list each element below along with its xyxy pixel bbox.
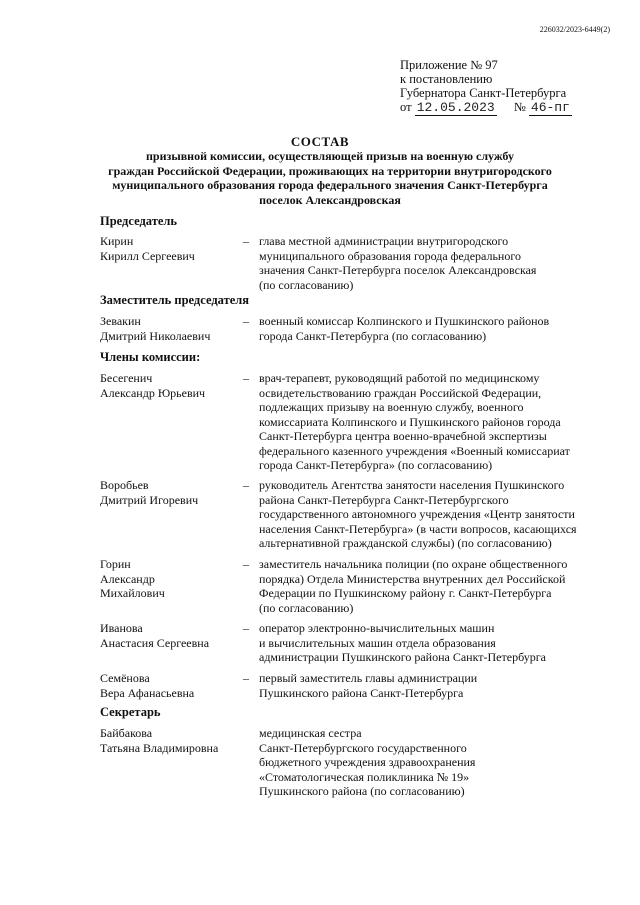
role-line: муниципального образования города федерального — [259, 248, 521, 263]
role-line: врач-терапевт, руководящий работой по медицинскому — [259, 371, 540, 385]
role-line: населения Санкт-Петербурга» (в части вопросов, касающихся — [259, 521, 577, 536]
role-line: медицинская сестра — [259, 726, 362, 740]
section-members: Члены комиссии: — [100, 350, 201, 364]
role-line: Пушкинского района Санкт-Петербурга — [259, 685, 464, 700]
role-line: государственного автономного учреждения «Центр занятости — [259, 507, 575, 521]
member-name — [100, 726, 240, 755]
member-given-name: Александр — [100, 571, 155, 586]
role-line: альтернативной гражданской службы) (по согласованию) — [259, 536, 552, 550]
role-line: «Стоматологическая поликлиника № 19» — [259, 769, 470, 784]
member-surname: Семёнова — [100, 671, 150, 685]
role-line: освидетельствованию граждан Российской Федерации, — [259, 385, 542, 400]
role-line: подлежащих призыву на военную службу, военного — [259, 400, 524, 414]
member-surname: Бесегенич — [100, 371, 153, 385]
dash: – — [243, 314, 249, 328]
member-surname: Кирин — [100, 234, 134, 248]
appendix-line: Приложение № 97 — [400, 58, 498, 72]
role-line: Санкт-Петербургского государственного — [259, 740, 467, 755]
member-role — [259, 234, 609, 292]
role-line: бюджетного учреждения здравоохранения — [259, 755, 476, 769]
document-id: 226032/2023-6449(2) — [539, 25, 610, 34]
member-given-name: Татьяна Владимировна — [100, 740, 219, 755]
member-name — [100, 557, 240, 601]
member-role — [259, 726, 609, 799]
member-given-name: Кирилл Сергеевич — [100, 248, 195, 263]
member-name — [100, 371, 240, 400]
role-line: администрации Пушкинского района Санкт-Петербурга — [259, 650, 546, 664]
member-name — [100, 671, 240, 700]
member-surname: Байбакова — [100, 726, 153, 740]
role-line: (по согласованию) — [259, 600, 354, 615]
role-line: федерального казенного учреждения «Военный комиссариат — [259, 443, 570, 458]
member-given-name: Дмитрий Игоревич — [100, 492, 199, 507]
member-surname: Горин — [100, 557, 131, 571]
appendix-date-line — [400, 100, 572, 115]
role-line: города Санкт-Петербурга» (по согласованию) — [259, 458, 493, 472]
dash: – — [243, 371, 249, 385]
dash: – — [243, 234, 249, 248]
member-given-name: Александр Юрьевич — [100, 385, 206, 400]
section-chairman: Председатель — [100, 214, 178, 228]
role-line: комиссариата Колпинского и Пушкинского районов города — [259, 414, 561, 429]
subtitle-line: муниципального образования города федерального значения Санкт-Петербурга — [112, 178, 548, 192]
subtitle-line: призывной комиссии, осуществляющей призыв на военную службу — [146, 149, 514, 163]
member-name — [100, 314, 240, 343]
role-line: порядка) Отдела Министерства внутренних дел Российской — [259, 571, 566, 586]
section-deputy: Заместитель председателя — [100, 293, 250, 307]
section-secretary: Секретарь — [100, 705, 161, 719]
prefix-number: № — [513, 100, 526, 114]
member-role — [259, 557, 609, 615]
role-line: города Санкт-Петербурга (по согласованию) — [259, 328, 487, 343]
member-role — [259, 671, 609, 700]
member-role — [259, 621, 609, 665]
member-surname: Зевакин — [100, 314, 141, 328]
dash: – — [243, 621, 249, 635]
role-line: Федерации по Пушкинскому району г. Санкт-Петербурга — [259, 586, 552, 600]
member-role — [259, 314, 609, 343]
role-line: руководитель Агентства занятости населения Пушкинского — [259, 478, 565, 492]
role-line: и вычислительных машин отдела образования — [259, 635, 496, 650]
dash: – — [243, 671, 249, 685]
decree-number: 46-пг — [530, 100, 570, 115]
subtitle-line: граждан Российской Федерации, проживающих на территории внутригородского — [108, 163, 552, 178]
decree-date: 12.05.2023 — [416, 100, 495, 115]
role-line: военный комиссар Колпинского и Пушкинского районов — [259, 314, 550, 328]
appendix-line: Губернатора Санкт-Петербурга — [400, 86, 567, 100]
subtitle-line: поселок Александровская — [259, 192, 401, 207]
dash: – — [243, 478, 249, 492]
member-role — [259, 371, 609, 473]
member-name — [100, 621, 240, 650]
dash: – — [243, 557, 249, 571]
member-role — [259, 478, 609, 551]
role-line: значения Санкт-Петербурга поселок Александровская — [259, 263, 537, 277]
document-subtitle — [60, 149, 600, 207]
member-given-name: Дмитрий Николаевич — [100, 328, 211, 343]
prefix-from: от — [400, 100, 412, 114]
member-given-name: Вера Афанасьевна — [100, 685, 195, 700]
role-line: заместитель начальника полиции (по охране общественного — [259, 557, 568, 571]
member-patronymic: Михайлович — [100, 586, 165, 600]
role-line: оператор электронно-вычислительных машин — [259, 621, 495, 635]
appendix-block — [400, 58, 572, 115]
document-title: СОСТАВ — [290, 134, 350, 149]
member-given-name: Анастасия Сергеевна — [100, 635, 210, 650]
role-line: глава местной администрации внутригородского — [259, 234, 509, 248]
member-name — [100, 234, 240, 263]
role-line: района Санкт-Петербурга Санкт-Петербургского — [259, 492, 509, 507]
role-line: Пушкинского района (по согласованию) — [259, 784, 465, 798]
role-line: (по согласованию) — [259, 277, 354, 292]
role-line: Санкт-Петербурга центра военно-врачебной экспертизы — [259, 429, 547, 443]
member-surname: Воробьев — [100, 478, 149, 492]
role-line: первый заместитель главы администрации — [259, 671, 478, 685]
member-name — [100, 478, 240, 507]
member-surname: Иванова — [100, 621, 143, 635]
appendix-line: к постановлению — [400, 72, 493, 86]
